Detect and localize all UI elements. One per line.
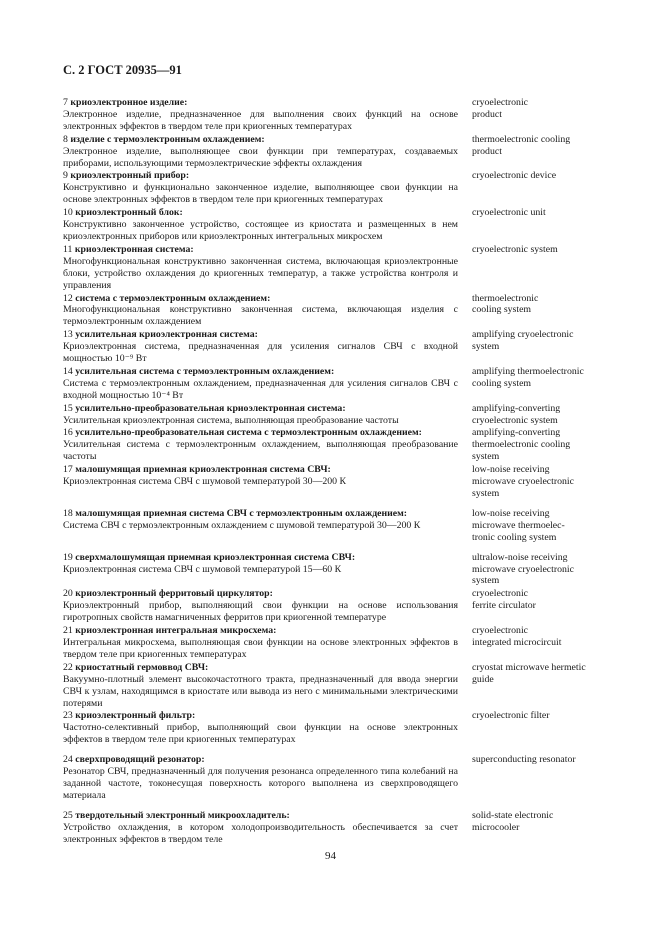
term-heading [63,625,458,637]
term-heading [63,552,458,564]
english-equivalent-line: cryoelectronic [472,97,529,108]
term-entry [63,427,623,463]
english-equivalent-line: product [472,145,502,157]
term-number: 8 [63,133,68,145]
term-definition: Криоэлектронный прибор, выполняющий свои функции на основе использования гиротропных свойств намагниченных ферритов при криогенной температуре [63,600,458,624]
english-equivalent-line: system [472,575,500,587]
english-equivalent-line: cooling system [472,377,532,389]
term-definition: Система с термоэлектронным охлаждением, предназначенная для усиления сигналов СВЧ с входной мощностью 10⁻⁴ Вт [63,377,458,401]
english-equivalent-line: guide [472,673,494,685]
term-entry [63,329,623,365]
term-heading [63,710,458,722]
term-number: 13 [63,329,73,341]
term-english [472,552,622,588]
term-number: 19 [63,551,73,563]
english-equivalent-line: cryoelectronic filter [472,710,550,722]
term-number: 16 [63,427,73,439]
term-title: изделие с термоэлектронным охлаждением: [70,133,265,145]
english-equivalent-line: cryoelectronic [472,588,529,600]
term-number: 22 [63,661,73,673]
term-definition: Конструктивно и функционально законченное изделие, выполняющее свои функции на основе электронных эффектов в твердом теле при криогенных температурах [63,182,458,206]
term-entry [63,366,623,402]
english-equivalent-line: low-noise receiving [472,507,550,519]
term-entry [63,588,623,624]
term-number: 9 [63,170,68,182]
term-english [472,207,622,243]
term-number: 14 [63,365,73,377]
term-number: 7 [63,97,68,108]
term-heading [63,207,458,219]
english-equivalent-line: thermoelectronic cooling [472,439,571,451]
term-entry [63,464,623,500]
term-russian [63,427,458,463]
term-english [472,366,622,402]
term-russian [63,588,458,624]
english-equivalent-line: product [472,108,502,120]
term-heading [63,662,458,674]
term-title: криоэлектронный блок: [75,207,183,219]
english-equivalent-line: superconducting resonator [472,754,576,766]
term-heading [63,293,458,305]
term-english [472,170,622,206]
term-number: 24 [63,754,73,766]
term-entry [63,244,623,292]
term-english [472,427,622,463]
term-entry [63,293,623,329]
english-equivalent-line: thermoelectronic [472,292,539,304]
term-heading [63,366,458,378]
term-heading [63,810,458,822]
term-definition: Интегральная микросхема, выполняющая свои функции на основе электронных эффектов в твердом теле при криогенных температурах [63,636,458,660]
english-equivalent-line: tronic cooling system [472,531,557,543]
term-definition: Система СВЧ с термоэлектронным охлаждением с шумовой температурой 30—200 К [63,519,421,531]
term-english [472,754,622,802]
term-definition: Электронное изделие, предназначенное для выполнения своих функций на основе электронных эффектов в твердом теле при криогенных температурах [63,108,458,132]
term-heading [63,134,458,146]
term-entry [63,170,623,206]
term-title: твердотельный электронный микроохладитель: [75,809,290,821]
term-title: усилительная криоэлектронная система: [75,329,258,341]
term-entry [63,710,623,746]
term-definition: Усилительная система с термоэлектронным охлаждением, выполняющая преобразование частоты [63,439,458,463]
term-title: криостатный гермоввод СВЧ: [75,661,209,673]
term-english [472,710,622,746]
english-equivalent-line: system [472,451,500,463]
term-number: 21 [63,625,73,637]
term-definition: Многофункциональная конструктивно законченная система, включающая изделия с термоэлектронным охлаждением [63,304,458,328]
term-definition: Многофункциональная конструктивно законченная система, включающая криоэлектронные блоки, устройство охлаждения до криогенных температур, а также устройства контроля и управления [63,255,458,291]
term-entry [63,508,623,544]
term-heading [63,244,458,256]
term-number: 25 [63,809,73,821]
term-number: 23 [63,710,73,722]
english-equivalent-line: microwave cryoelectronic [472,476,574,488]
term-russian [63,244,458,292]
term-title: малошумящая приемная система СВЧ с термоэлектронным охлаждением: [75,507,408,519]
term-title: сверхмалошумящая приемная криоэлектронная система СВЧ: [75,551,356,563]
english-equivalent-line: amplifying-converting [472,427,561,439]
term-number: 20 [63,588,73,600]
term-entry [63,97,623,133]
term-title: криоэлектронный фильтр: [75,710,196,722]
english-equivalent-line: microcooler [472,821,520,833]
term-title: криоэлектронная система: [74,243,194,255]
term-heading [63,754,458,766]
term-russian [63,810,458,846]
term-title: криоэлектронный ферритовый циркулятор: [75,588,273,600]
term-russian [63,508,458,544]
term-russian [63,625,458,661]
term-title: криоэлектронное изделие: [70,97,188,108]
term-english [472,97,622,133]
term-english [472,329,622,365]
term-english [472,403,622,427]
term-russian [63,97,458,133]
term-title: усилительно-преобразовательная система с термоэлектронным охлаждением: [75,427,422,439]
english-equivalent-line: amplifying-converting [472,402,561,414]
term-title: система с термоэлектронным охлаждением: [75,292,271,304]
english-equivalent-line: cryoelectronic system [472,243,558,255]
term-english [472,588,622,624]
english-equivalent-line: thermoelectronic cooling [472,133,571,145]
english-equivalent-line: amplifying cryoelectronic [472,329,574,341]
english-equivalent-line: microwave cryoelectronic [472,563,574,575]
term-russian [63,552,458,588]
english-equivalent-line: cooling system [472,304,532,316]
term-russian [63,207,458,243]
english-equivalent-line: cryostat microwave hermetic [472,661,586,673]
term-number: 18 [63,507,73,519]
english-equivalent-line: system [472,341,500,353]
english-equivalent-line: cryoelectronic unit [472,207,546,219]
term-english [472,508,622,544]
term-number: 15 [63,402,73,414]
term-title: малошумящая приемная криоэлектронная система СВЧ: [75,464,331,476]
term-russian [63,662,458,710]
page-header: С. 2 ГОСТ 20935—91 [63,63,182,77]
term-definition: Усилительная криоэлектронная система, выполняющая преобразование частоты [63,414,399,426]
term-number: 12 [63,292,73,304]
term-definition: Криоэлектронная система СВЧ с шумовой температурой 15—60 К [63,563,342,575]
term-number: 10 [63,207,73,219]
english-equivalent-line: cryoelectronic [472,625,529,637]
term-definition: Частотно-селективный прибор, выполняющий свои функции на основе электронных эффектов в твердом теле при криогенных температурах [63,722,458,746]
terms-list [63,97,623,846]
term-definition: Криоэлектронная система СВЧ с шумовой температурой 30—200 К [63,476,347,488]
term-title: усилительно-преобразовательная криоэлектронная система: [75,402,346,414]
term-definition: Криоэлектронная система, предназначенная для усиления сигналов СВЧ с входной мощностью 10⁻⁹ Вт [63,341,458,365]
term-number: 11 [63,243,73,255]
english-equivalent-line: system [472,488,500,499]
term-entry [63,134,623,170]
term-russian [63,366,458,402]
term-title: усилительная система с термоэлектронным охлаждением: [75,365,335,377]
english-equivalent-line: microwave thermoelec- [472,519,565,531]
english-equivalent-line: integrated microcircuit [472,636,562,648]
term-heading [63,403,458,415]
term-title: сверхпроводящий резонатор: [75,754,205,766]
english-equivalent-line: ultralow-noise receiving [472,551,568,563]
term-title: криоэлектронный прибор: [70,170,190,182]
term-russian [63,754,458,802]
term-russian [63,403,458,427]
term-russian [63,329,458,365]
term-russian [63,464,458,500]
term-entry [63,662,623,710]
term-russian [63,170,458,206]
term-english [472,464,622,500]
term-english [472,662,622,710]
english-equivalent-line: ferrite circulator [472,600,536,612]
term-definition: Устройство охлаждения, в котором холодопроизводительность обеспечивается за счет электронных эффектов в твердом теле [63,821,458,845]
term-heading [63,508,458,520]
english-equivalent-line: cryoelectronic device [472,170,557,182]
term-entry [63,552,623,588]
term-heading [63,427,458,439]
term-english [472,625,622,661]
term-definition: Электронное изделие, выполняющее свои функции при температурах, создаваемых приборами, использующими термоэлектрические эффекты охлаждения [63,145,458,169]
term-heading [63,588,458,600]
term-title: криоэлектронная интегральная микросхема: [75,625,277,637]
term-number: 17 [63,464,73,476]
english-equivalent-line: low-noise receiving [472,464,550,476]
term-heading [63,329,458,341]
term-definition: Резонатор СВЧ, предназначенный для получения резонанса определенного типа колебаний на заданной частоте, токонесущая поверхность которого выполнена из сверхпроводящего материала [63,766,458,801]
term-russian [63,710,458,746]
english-equivalent-line: amplifying thermoelectronic [472,365,584,377]
term-heading [63,170,458,182]
term-english [472,810,622,846]
term-definition: Вакуумно-плотный элемент высокочастотного тракта, предназначенный для ввода энергии СВЧ к узлам, находящимся в криостате или вывода из него с минимальными электрическими потерями [63,673,458,709]
term-russian [63,134,458,170]
term-entry [63,754,623,802]
english-equivalent-line: solid-state electronic [472,809,554,821]
english-equivalent-line: cryoelectronic system [472,414,558,426]
term-heading [63,464,458,476]
page-number: 94 [325,850,336,862]
term-heading [63,97,458,109]
term-english [472,244,622,292]
term-definition: Конструктивно законченное устройство, состоящее из криостата и размещенных в нем криоэлектронных приборов или криоэлектронных интегральных микросхем [63,219,458,242]
term-entry [63,810,623,846]
term-english [472,134,622,170]
term-entry [63,207,623,243]
term-entry [63,625,623,661]
term-english [472,293,622,329]
term-entry [63,403,623,427]
term-russian [63,293,458,329]
